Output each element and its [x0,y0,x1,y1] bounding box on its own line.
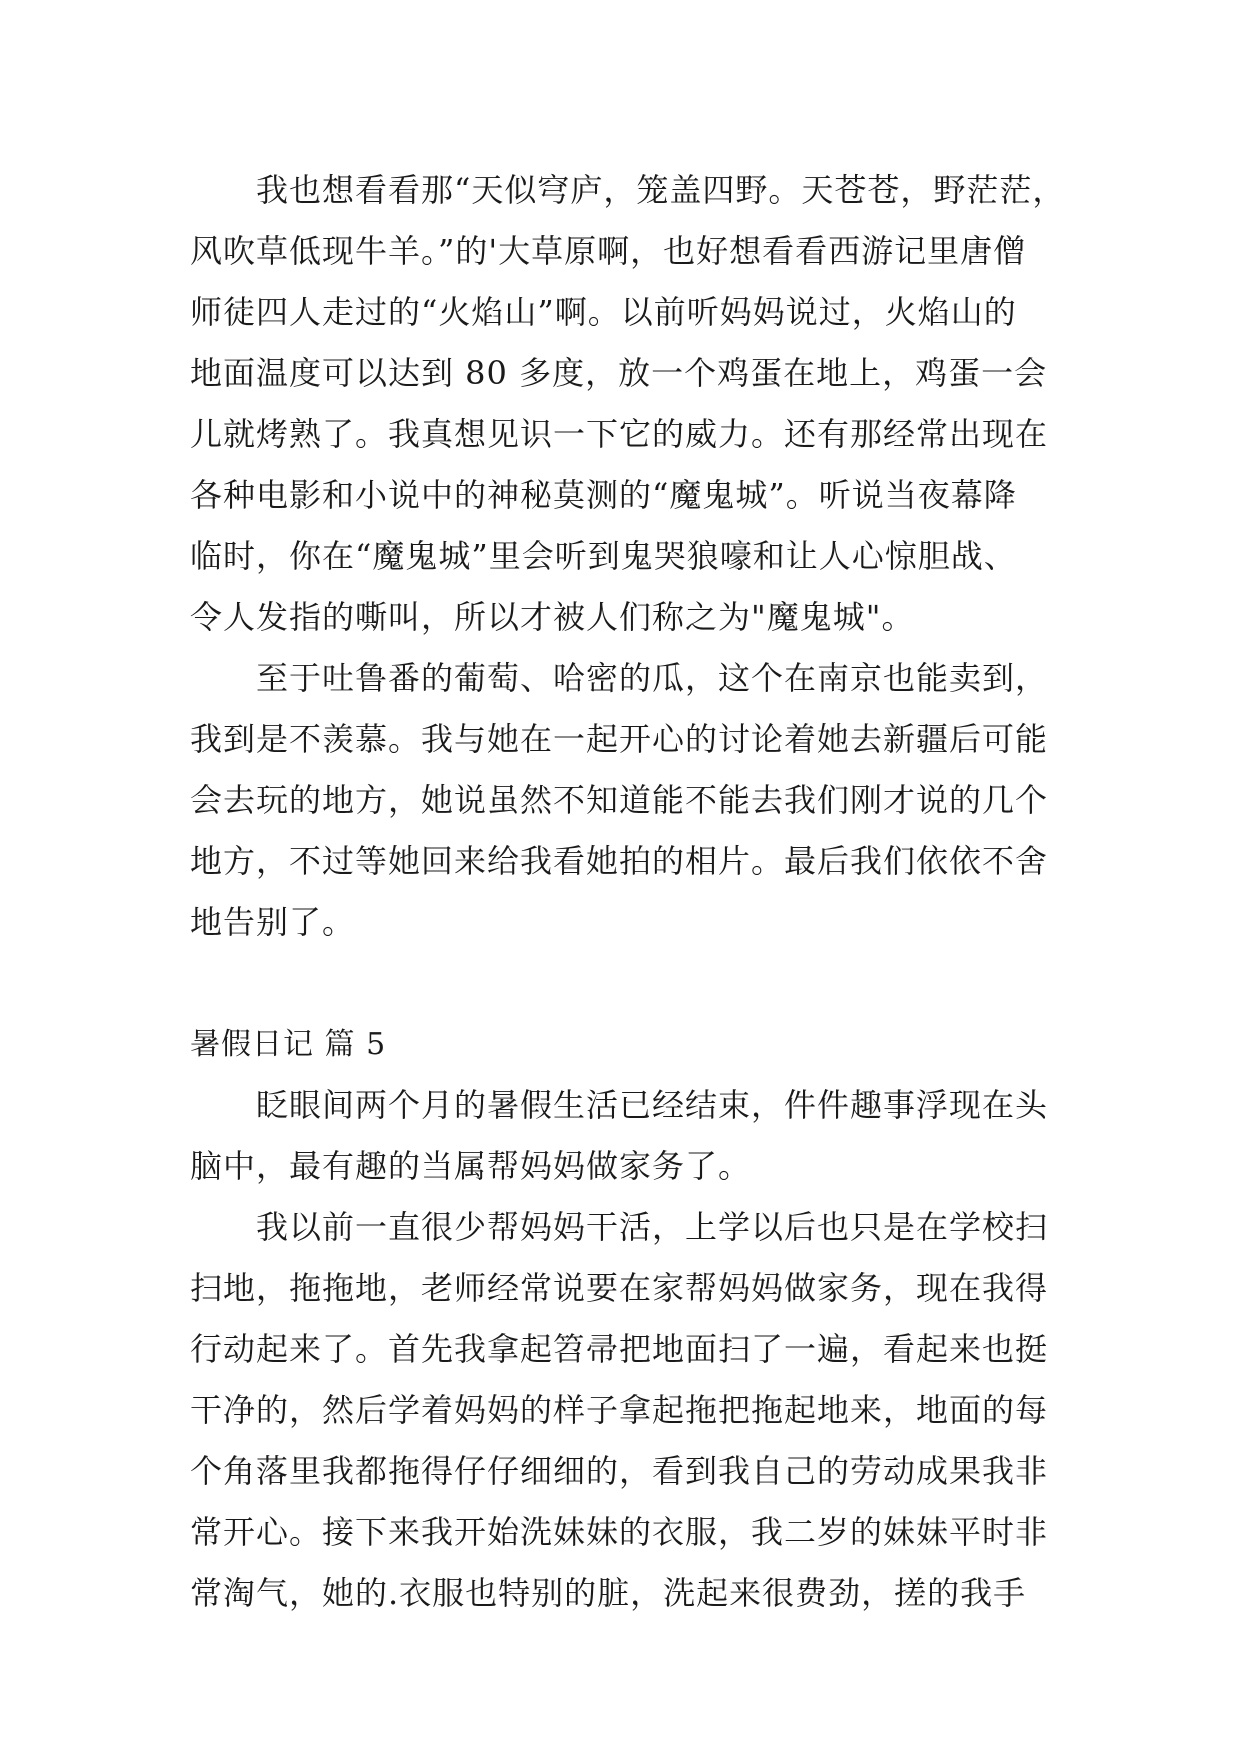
spacer [190,953,1070,1014]
section-title: 暑假日记 篇 5 [190,1027,387,1062]
text-line: 扫地，拖拖地，老师经常说要在家帮妈妈做家务，现在我得 [190,1269,1049,1307]
text-line: 师徒四人走过的“火焰山”啊。以前听妈妈说过，火焰山的 [190,293,1017,331]
document-body [190,160,1070,1624]
paragraph [190,1075,1070,1197]
text-line: 令人发指的嘶叫，所以才被人们称之为"魔鬼城"。 [190,598,915,636]
text-line: 风吹草低现牛羊。”的'大草原啊，也好想看看西游记里唐僧 [190,232,1027,270]
text-line: 我以前一直很少帮妈妈干活，上学以后也只是在学校扫 [190,1208,1049,1246]
text-line: 眨眼间两个月的暑假生活已经结束，件件趣事浮现在头 [190,1086,1049,1124]
text-line: 我到是不羡慕。我与她在一起开心的讨论着她去新疆后可能 [190,720,1049,758]
text-line: 常开心。接下来我开始洗妹妹的衣服，我二岁的妹妹平时非 [190,1513,1049,1551]
text-line: 各种电影和小说中的神秘莫测的“魔鬼城”。听说当夜幕降 [190,476,1017,514]
text-line: 地面温度可以达到 80 多度，放一个鸡蛋在地上，鸡蛋一会 [190,354,1048,392]
text-line: 常淘气，她的.衣服也特别的脏，洗起来很费劲，搓的我手 [190,1574,1027,1612]
paragraph [190,1197,1070,1624]
text-line: 地告别了。 [190,903,356,941]
text-line: 地方，不过等她回来给我看她拍的相片。最后我们依依不舍 [190,842,1049,880]
text-line: 儿就烤熟了。我真想见识一下它的威力。还有那经常出现在 [190,415,1049,453]
text-line: 会去玩的地方，她说虽然不知道能不能去我们刚才说的几个 [190,781,1049,819]
paragraph [190,648,1070,953]
text-line: 临时，你在“魔鬼城”里会听到鬼哭狼嚎和让人心惊胆战、 [190,537,1017,575]
text-line: 我也想看看那“天似穹庐，笼盖四野。天苍苍，野茫茫， [190,171,1066,209]
text-line: 干净的，然后学着妈妈的样子拿起拖把拖起地来，地面的每 [190,1391,1049,1429]
text-line: 至于吐鲁番的葡萄、哈密的瓜，这个在南京也能卖到， [190,659,1049,697]
paragraph [190,160,1070,648]
text-line: 行动起来了。首先我拿起笤帚把地面扫了一遍，看起来也挺 [190,1330,1049,1368]
text-line: 个角落里我都拖得仔仔细细的，看到我自己的劳动成果我非 [190,1452,1049,1490]
text-line: 脑中，最有趣的当属帮妈妈做家务了。 [190,1147,752,1185]
